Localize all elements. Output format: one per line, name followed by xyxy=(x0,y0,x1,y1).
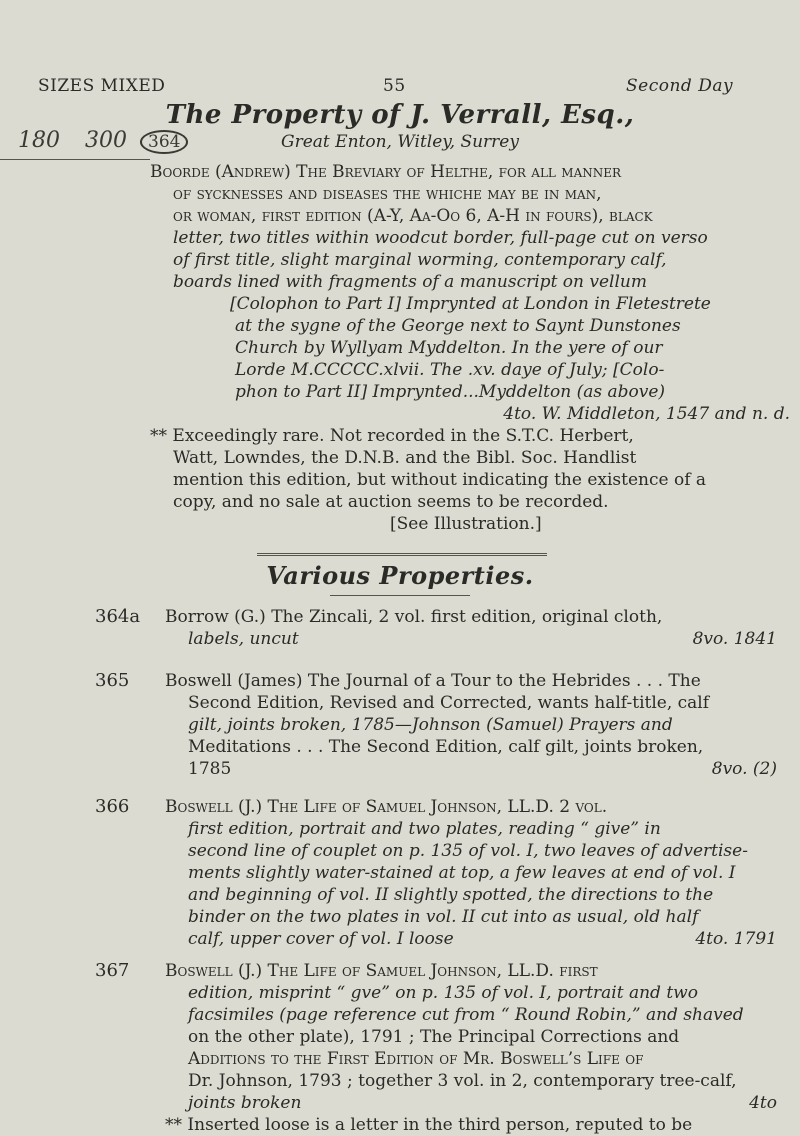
lot-line: gilt, joints broken, 1785—Johnson (Samuel) Prayers and xyxy=(188,715,673,735)
lot-format: 4to xyxy=(749,1093,777,1113)
lot-line: Second Edition, Revised and Corrected, wants half-title, calf xyxy=(188,693,710,713)
lot-line: Boswell (James) The Journal of a Tour to the Hebrides . . . The xyxy=(165,671,701,691)
lot-364-line: Lorde M.CCCCC.xlvii. The .xv. daye of July; [Colo- xyxy=(235,360,665,380)
lot-number: 364a xyxy=(95,606,141,627)
lot-364 xyxy=(150,161,790,535)
lot-line: Boswell (J.) The Life of Samuel Johnson, LL.D. first xyxy=(165,961,598,981)
lot-364-line: Boorde (Andrew) The Breviary of Helthe, for all manner xyxy=(150,162,622,182)
margin-notes xyxy=(18,128,188,154)
lot-365 xyxy=(165,670,777,780)
lot-364-line: letter, two titles within woodcut border, full-page cut on verso xyxy=(173,228,708,248)
lot-364-note: copy, and no sale at auction seems to be recorded. xyxy=(173,492,609,512)
lot-line: Borrow (G.) The Zincali, 2 vol. first edition, original cloth, xyxy=(165,607,663,627)
lot-364-line: phon to Part II] Imprynted...Myddelton (as above) xyxy=(235,382,666,402)
page-number: 55 xyxy=(383,76,406,96)
section-title: Various Properties. xyxy=(266,561,534,590)
lot-364-note: ** Exceedingly rare. Not recorded in the S.T.C. Herbert, xyxy=(150,426,634,446)
lot-364-line: [Colophon to Part I] Imprynted at London in Fletestrete xyxy=(230,294,711,314)
lot-line: ments slightly water-stained at top, a few leaves at end of vol. I xyxy=(188,863,736,883)
lot-line: 1785 xyxy=(188,759,232,779)
lot-line: edition, misprint “ gve” on p. 135 of vol. I, portrait and two xyxy=(188,983,698,1003)
lot-number: 365 xyxy=(95,670,130,691)
lot-364a xyxy=(165,606,777,650)
section-divider xyxy=(257,553,547,556)
lot-line: Boswell (J.) The Life of Samuel Johnson, LL.D. 2 vol. xyxy=(165,797,608,817)
lot-line: Dr. Johnson, 1793 ; together 3 vol. in 2, contemporary tree-calf, xyxy=(188,1071,737,1091)
header-left: SIZES MIXED xyxy=(38,76,166,96)
lot-format: 8vo. (2) xyxy=(711,759,777,779)
lot-364-line: Church by Wyllyam Myddelton. In the yere of our xyxy=(235,338,663,358)
lot-364-note: mention this edition, but without indicating the existence of a xyxy=(173,470,707,490)
lot-line: Additions to the First Edition of Mr. Boswell’s Life of xyxy=(188,1049,644,1069)
lot-364-illustration-ref: [See Illustration.] xyxy=(390,514,542,534)
lot-364-line: of first title, slight marginal worming, contemporary calf, xyxy=(173,250,667,270)
lot-format: 4to. 1791 xyxy=(695,929,777,949)
margin-price-1: 180 xyxy=(18,128,60,153)
lot-line: second line of couplet on p. 135 of vol. I, two leaves of advertise- xyxy=(188,841,748,861)
lot-line: binder on the two plates in vol. II cut into as usual, old half xyxy=(188,907,699,927)
lot-364-line: at the sygne of the George next to Saynt Dunstones xyxy=(235,316,681,336)
lot-364-note: Watt, Lowndes, the D.N.B. and the Bibl. Soc. Handlist xyxy=(173,448,637,468)
lot-format: 8vo. 1841 xyxy=(692,629,777,649)
lot-line: labels, uncut xyxy=(188,629,299,649)
lot-line: Meditations . . . The Second Edition, calf gilt, joints broken, xyxy=(188,737,704,757)
margin-rule xyxy=(0,159,150,160)
margin-price-2: 300 xyxy=(85,128,127,153)
lot-number: 366 xyxy=(95,796,130,817)
margin-lot-circle: 364 xyxy=(140,130,188,154)
property-title: The Property of J. Verrall, Esq., xyxy=(165,100,635,130)
section-underline xyxy=(330,595,470,596)
lot-364-line: or woman, first edition (A-Y, Aa-Oo 6, A-H in fours), black xyxy=(173,206,653,226)
lot-line: on the other plate), 1791 ; The Principal Corrections and xyxy=(188,1027,680,1047)
lot-366 xyxy=(165,796,777,950)
lot-364-line: boards lined with fragments of a manuscript on vellum xyxy=(173,272,647,292)
property-location: Great Enton, Witley, Surrey xyxy=(281,132,519,152)
lot-364-line: of sycknesses and diseases the whiche may be in man, xyxy=(173,184,602,204)
lot-line: and beginning of vol. II slightly spotted, the directions to the xyxy=(188,885,714,905)
lot-line: calf, upper cover of vol. I loose xyxy=(188,929,454,949)
lot-364-imprint: 4to. W. Middleton, 1547 and n. d. xyxy=(503,404,790,424)
lot-line: joints broken xyxy=(188,1093,302,1113)
lot-line: facsimiles (page reference cut from “ Round Robin,” and shaved xyxy=(188,1005,744,1025)
lot-number: 367 xyxy=(95,960,130,981)
header-right: Second Day xyxy=(626,76,734,96)
lot-line: first edition, portrait and two plates, reading “ give” in xyxy=(188,819,661,839)
lot-367 xyxy=(165,960,777,1136)
lot-note: ** Inserted loose is a letter in the third person, reputed to be xyxy=(165,1115,693,1135)
